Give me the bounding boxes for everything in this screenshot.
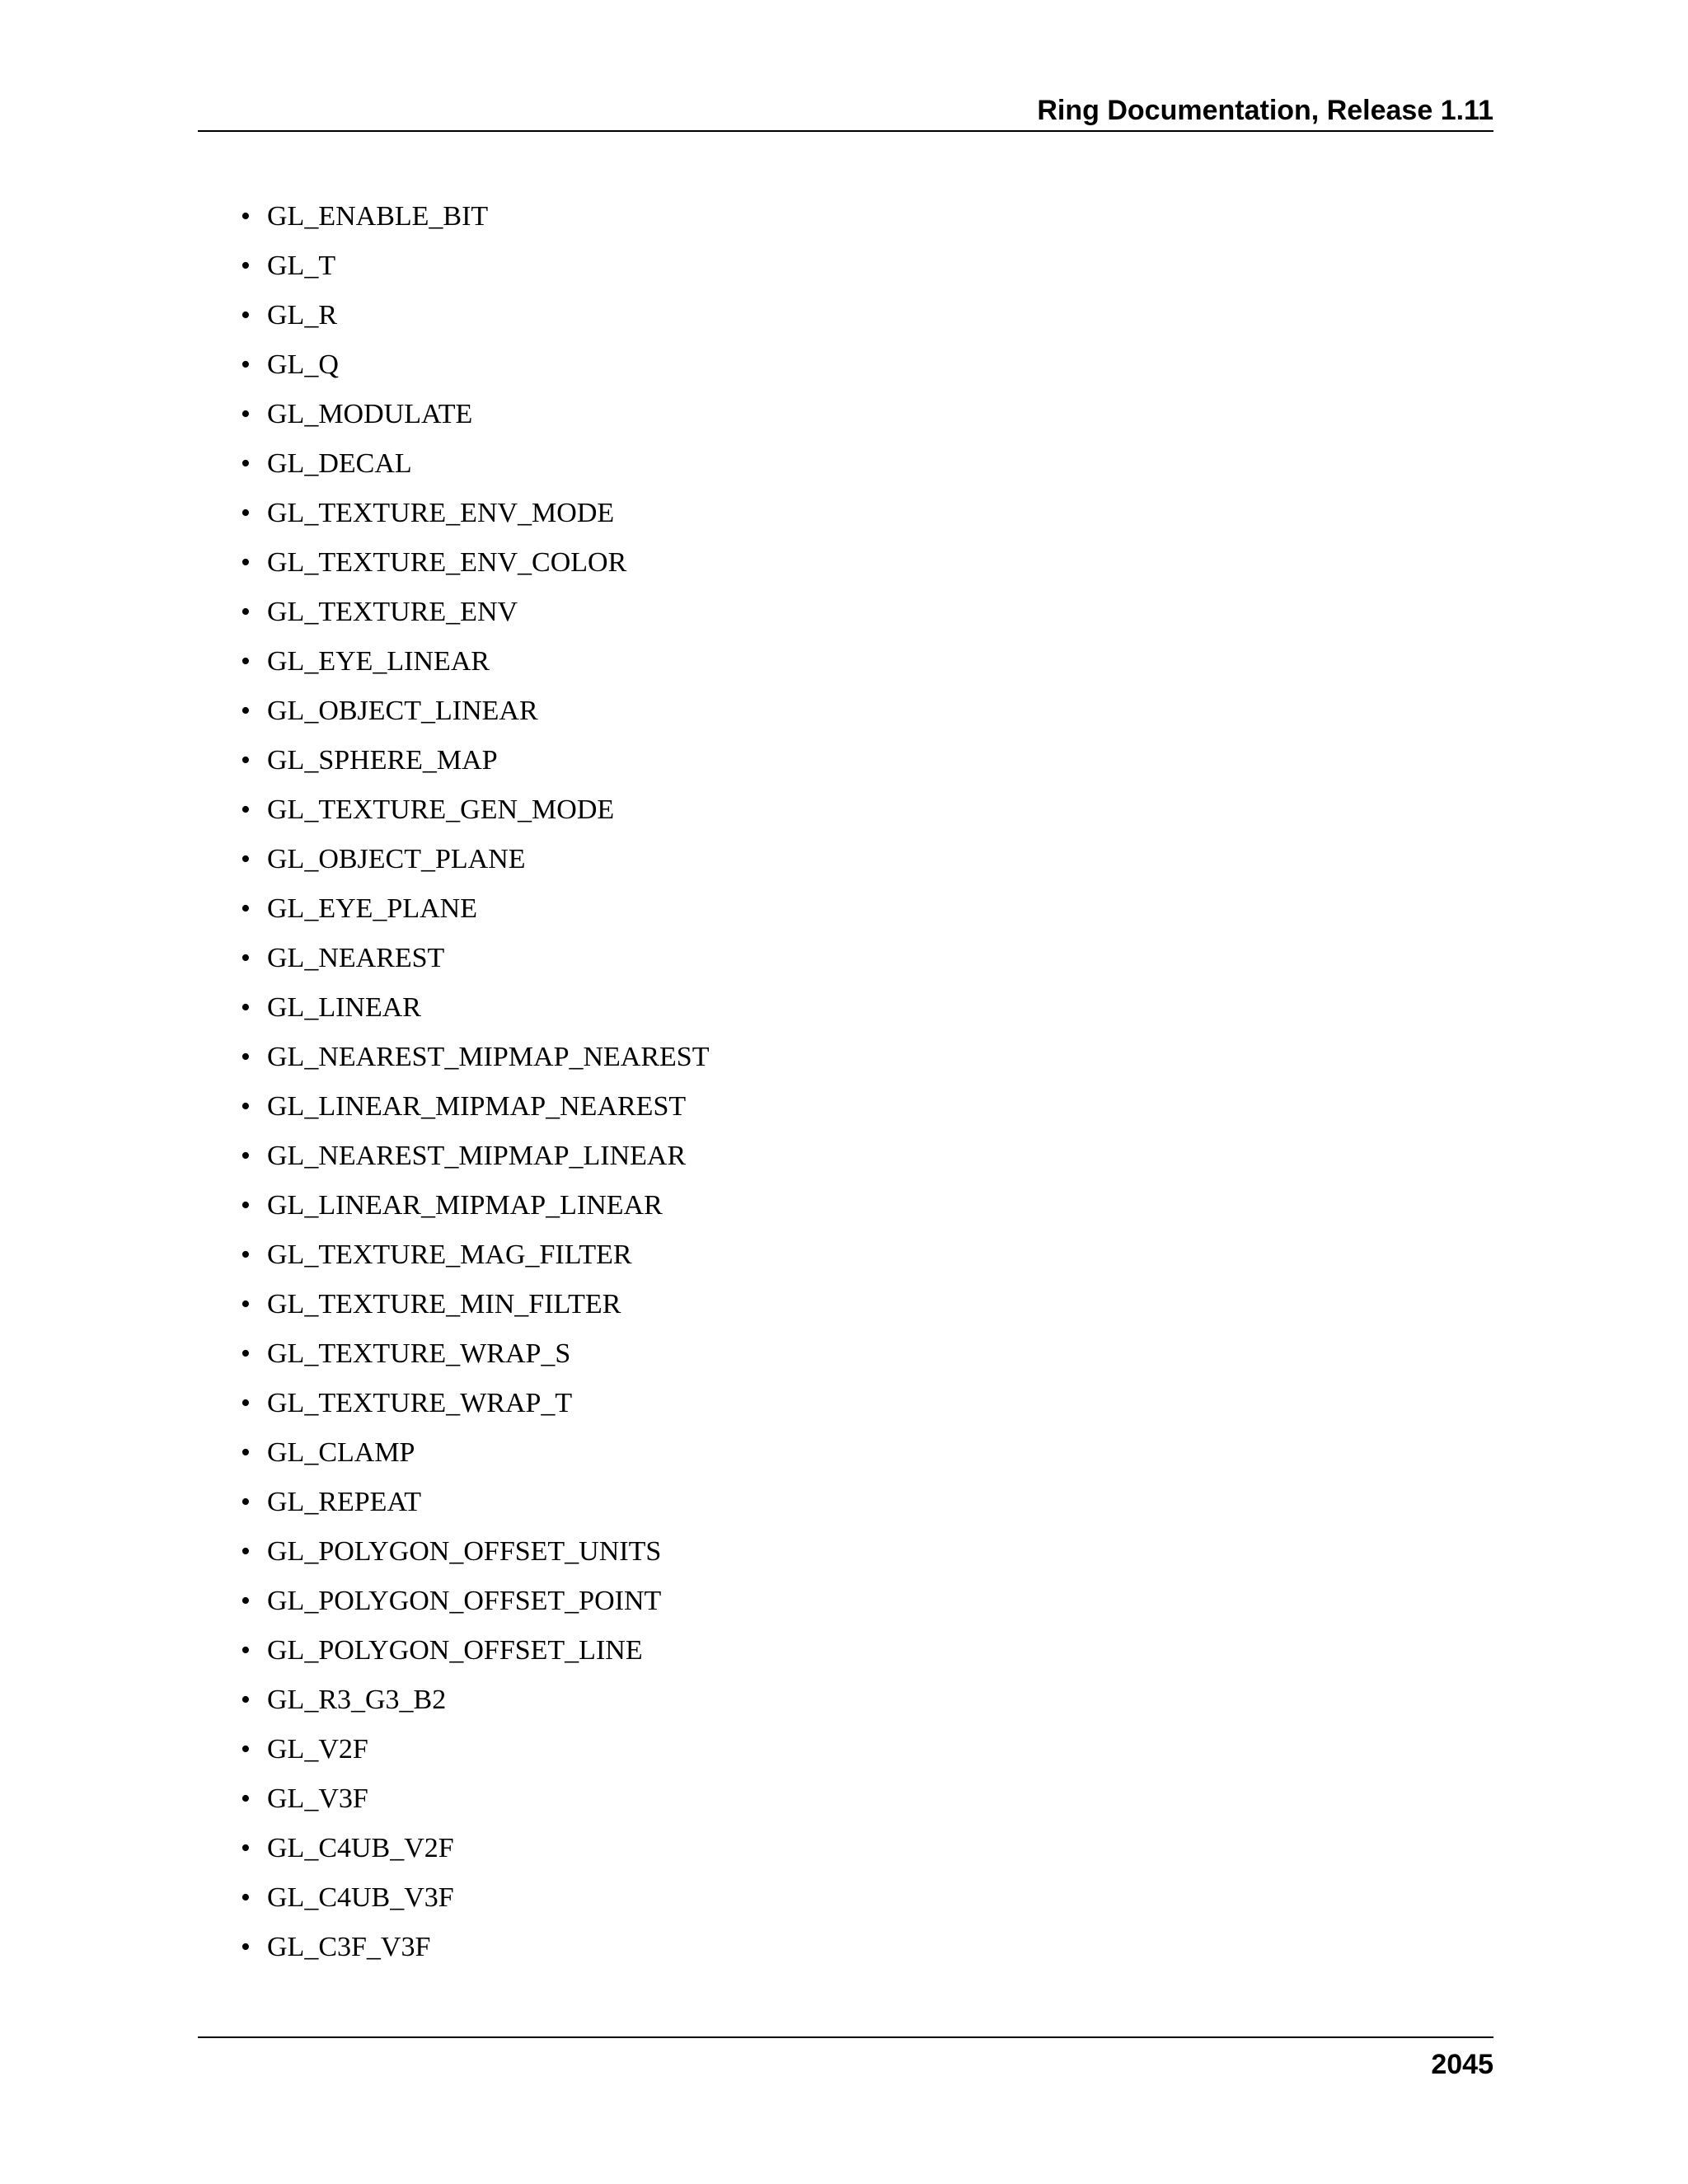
list-item-label: GL_REPEAT [267,1487,421,1517]
list-item-label: GL_TEXTURE_WRAP_S [267,1338,571,1369]
bullet-icon: • [241,1833,251,1863]
bullet-icon: • [241,794,251,825]
list-item-label: GL_V2F [267,1734,368,1765]
list-item-label: GL_ENABLE_BIT [267,201,489,232]
list-item-label: GL_TEXTURE_MAG_FILTER [267,1240,632,1270]
page-number: 2045 [1431,2049,1493,2080]
footer-divider [198,2036,1493,2038]
list-item-label: GL_TEXTURE_ENV [267,597,518,627]
list-item-label: GL_Q [267,349,339,380]
list-item-label: GL_LINEAR [267,992,421,1023]
list-item-label: GL_OBJECT_LINEAR [267,696,538,726]
bullet-icon: • [241,498,251,528]
list-item-label: GL_SPHERE_MAP [267,745,498,776]
list-item-label: GL_MODULATE [267,399,473,429]
bullet-icon: • [241,1783,251,1814]
list-item-label: GL_LINEAR_MIPMAP_LINEAR [267,1190,663,1221]
list-item-label: GL_C4UB_V3F [267,1882,454,1913]
list-item-label: GL_TEXTURE_WRAP_T [267,1388,573,1418]
list-item-label: GL_POLYGON_OFFSET_POINT [267,1586,662,1616]
bullet-icon: • [241,300,251,330]
bullet-icon: • [241,646,251,677]
list-item-label: GL_TEXTURE_ENV_COLOR [267,547,627,578]
bullet-icon: • [241,547,251,578]
bullet-icon: • [241,251,251,281]
list-item-label: GL_V3F [267,1783,368,1814]
bullet-icon: • [241,1437,251,1468]
list-item-label: GL_EYE_PLANE [267,893,477,924]
bullet-icon: • [241,1338,251,1369]
list-item-label: GL_R3_G3_B2 [267,1685,447,1715]
bullet-icon: • [241,1289,251,1319]
list-item-label: GL_TEXTURE_ENV_MODE [267,498,615,528]
bullet-icon: • [241,1240,251,1270]
bullet-icon: • [241,201,251,232]
list-item-label: GL_R [267,300,337,330]
bullet-icon: • [241,399,251,429]
bullet-icon: • [241,943,251,973]
bullet-icon: • [241,1487,251,1517]
list-item-label: GL_CLAMP [267,1437,415,1468]
list-item-label: GL_NEAREST [267,943,445,973]
bullet-icon: • [241,745,251,776]
list-item-label: GL_NEAREST_MIPMAP_LINEAR [267,1141,687,1171]
bullet-icon: • [241,1685,251,1715]
bullet-icon: • [241,1635,251,1666]
bullet-icon: • [241,893,251,924]
list-item-label: GL_NEAREST_MIPMAP_NEAREST [267,1042,710,1072]
bullet-icon: • [241,448,251,479]
bullet-icon: • [241,597,251,627]
bullet-icon: • [241,1882,251,1913]
list-item-label: GL_T [267,251,336,281]
list-item-label: GL_OBJECT_PLANE [267,844,526,874]
document-title: Ring Documentation, Release 1.11 [1037,95,1493,126]
bullet-icon: • [241,1932,251,1962]
list-item-label: GL_LINEAR_MIPMAP_NEAREST [267,1091,687,1122]
bullet-icon: • [241,1536,251,1567]
bullet-icon: • [241,1734,251,1765]
bullet-icon: • [241,1042,251,1072]
list-item-label: GL_DECAL [267,448,412,479]
bullet-icon: • [241,1388,251,1418]
list-item-label: GL_EYE_LINEAR [267,646,490,677]
list-item-label: GL_POLYGON_OFFSET_LINE [267,1635,643,1666]
bullet-icon: • [241,992,251,1023]
bullet-icon: • [241,1141,251,1171]
list-item-label: GL_TEXTURE_MIN_FILTER [267,1289,621,1319]
page-header [198,91,1493,132]
bullet-icon: • [241,1190,251,1221]
bullet-icon: • [241,349,251,380]
list-item-label: GL_C4UB_V2F [267,1833,454,1863]
bullet-icon: • [241,1091,251,1122]
bullet-icon: • [241,844,251,874]
list-item-label: GL_POLYGON_OFFSET_UNITS [267,1536,662,1567]
bullet-icon: • [241,1586,251,1616]
bullet-icon: • [241,696,251,726]
list-item-label: GL_TEXTURE_GEN_MODE [267,794,615,825]
list-item-label: GL_C3F_V3F [267,1932,431,1962]
